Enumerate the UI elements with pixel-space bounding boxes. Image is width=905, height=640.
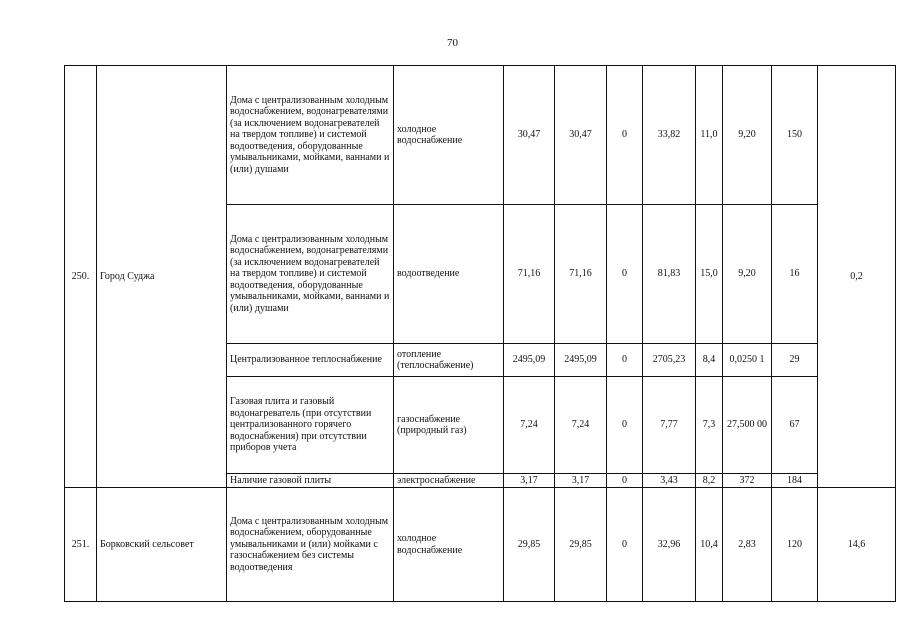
- value-5: 10,4: [696, 488, 723, 602]
- value-3: 0: [607, 488, 643, 602]
- row-number: 250.: [65, 66, 97, 488]
- value-4: 2705,23: [643, 344, 696, 377]
- table-row: [65, 66, 896, 205]
- value-1: 30,47: [504, 66, 555, 205]
- utility-service: холодное водоснабжение: [394, 488, 504, 602]
- tariff-table: [64, 65, 896, 602]
- municipality-name: Борковский сельсовет: [97, 488, 227, 602]
- utility-service: газоснабжение (природный газ): [394, 377, 504, 474]
- value-4: 7,77: [643, 377, 696, 474]
- value-5: 11,0: [696, 66, 723, 205]
- value-4: 81,83: [643, 205, 696, 344]
- value-2: 29,85: [555, 488, 607, 602]
- housing-description: Дома с централизованным холодным водоснабжением, водонагревателями (за исключением водонагревателей на твердом топливе) и системой водоотведения, оборудованные умывальниками, мойками, ваннами и (или) душами: [227, 205, 394, 344]
- value-3: 0: [607, 377, 643, 474]
- value-3: 0: [607, 66, 643, 205]
- value-2: 30,47: [555, 66, 607, 205]
- value-5: 7,3: [696, 377, 723, 474]
- value-4: 33,82: [643, 66, 696, 205]
- last-value: 0,2: [818, 66, 896, 488]
- value-1: 7,24: [504, 377, 555, 474]
- value-7: 67: [772, 377, 818, 474]
- value-3: 0: [607, 205, 643, 344]
- value-3: 0: [607, 474, 643, 488]
- value-5: 15,0: [696, 205, 723, 344]
- value-6: 372: [723, 474, 772, 488]
- value-7: 150: [772, 66, 818, 205]
- housing-description: Централизованное теплоснабжение: [227, 344, 394, 377]
- value-5: 8,4: [696, 344, 723, 377]
- utility-service: электроснабжение: [394, 474, 504, 488]
- value-4: 32,96: [643, 488, 696, 602]
- value-2: 71,16: [555, 205, 607, 344]
- municipality-name: Город Суджа: [97, 66, 227, 488]
- row-number: 251.: [65, 488, 97, 602]
- utility-service: отопление (теплоснабжение): [394, 344, 504, 377]
- value-2: 3,17: [555, 474, 607, 488]
- utility-service: холодное водоснабжение: [394, 66, 504, 205]
- value-1: 3,17: [504, 474, 555, 488]
- housing-description: Наличие газовой плиты: [227, 474, 394, 488]
- value-2: 7,24: [555, 377, 607, 474]
- housing-description: Газовая плита и газовый водонагреватель (при отсутствии централизованного горячего водоснабжения) при отсутствии приборов учета: [227, 377, 394, 474]
- value-1: 29,85: [504, 488, 555, 602]
- value-1: 71,16: [504, 205, 555, 344]
- value-7: 29: [772, 344, 818, 377]
- utility-service: водоотведение: [394, 205, 504, 344]
- value-2: 2495,09: [555, 344, 607, 377]
- value-6: 0,0250 1: [723, 344, 772, 377]
- last-value: 14,6: [818, 488, 896, 602]
- value-7: 120: [772, 488, 818, 602]
- value-7: 16: [772, 205, 818, 344]
- value-6: 2,83: [723, 488, 772, 602]
- table-row: [65, 488, 896, 602]
- value-7: 184: [772, 474, 818, 488]
- value-6: 9,20: [723, 205, 772, 344]
- value-4: 3,43: [643, 474, 696, 488]
- page-number: 70: [447, 37, 458, 49]
- value-1: 2495,09: [504, 344, 555, 377]
- value-5: 8,2: [696, 474, 723, 488]
- value-3: 0: [607, 344, 643, 377]
- value-6: 27,500 00: [723, 377, 772, 474]
- value-6: 9,20: [723, 66, 772, 205]
- housing-description: Дома с централизованным холодным водоснабжением, водонагревателями (за исключением водонагревателей на твердом топливе) и системой водоотведения, оборудованные умывальниками, мойками, ваннами и (или) душами: [227, 66, 394, 205]
- housing-description: Дома с централизованным холодным водоснабжением, оборудованные умывальниками и (или) мойками с газоснабжением без системы водоотведения: [227, 488, 394, 602]
